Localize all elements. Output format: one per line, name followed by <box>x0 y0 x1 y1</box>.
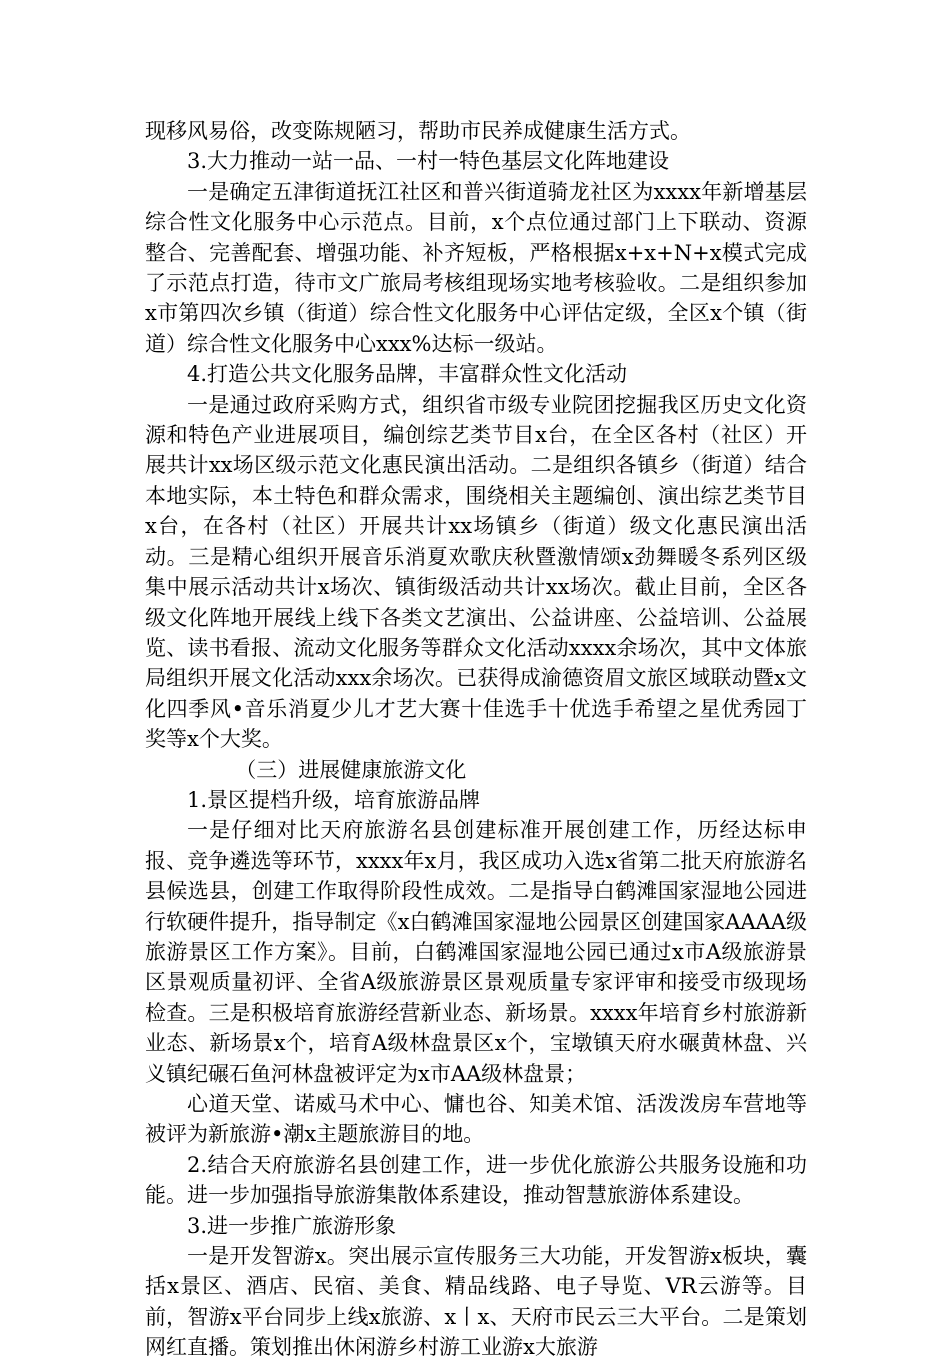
paragraph-continuation: 现移风易俗，改变陈规陋习，帮助市民养成健康生活方式。 <box>145 119 691 143</box>
heading-3-grassroots-culture: 3.大力推动一站一品、一村一特色基层文化阵地建设 <box>187 149 670 174</box>
paragraph-grassroots-culture: 一是确定五津街道抚江社区和普兴街道骑龙社区为xxxx年新增基层综合性文化服务中心示范点。目前，x个点位通过部门上下联动、资源整合、完善配套、增强功能、补齐短板，严格根据x+x+N+x模式完成了示范点打造，待市文广旅局考核组现场实地考核验收。二是组织参加x市第四次乡镇（街道）综合性文化服务中心评估定级，全区x个镇（街道）综合性文化服务中心xxx%达标一级站。 <box>145 179 807 356</box>
paragraph-scenic-upgrade: 一是仔细对比天府旅游名县创建标准开展创建工作，历经达标申报、竞争遴选等环节，xxxx年x月，我区成功入选x省第二批天府旅游名县候选县，创建工作取得阶段性成效。二是指导白鹤滩国家湿地公园进行软硬件提升，指导制定《x白鹤滩国家湿地公园景区创建国家AAAA级旅游景区工作方案》。目前，白鹤滩国家湿地公园已通过x市A级旅游景区景观质量初评、全省A级旅游景区景观质量专家评审和接受市级现场检查。三是积极培育旅游经营新业态、新场景。xxxx年培育乡村旅游新业态、新场景x个，培育A级林盘景区x个，宝墩镇天府水碾黄林盘、兴义镇纪碾石鱼河林盘被评定为x市AA级林盘景； <box>145 818 807 1086</box>
document-body <box>145 116 807 1363</box>
heading-4-public-culture-brand: 4.打造公共文化服务品牌，丰富群众性文化活动 <box>187 362 628 387</box>
paragraph-public-culture-activities: 一是通过政府采购方式，组织省市级专业院团挖掘我区历史文化资源和特色产业进展项目，编创综艺类节目x台，在全区各村（社区）开展共计xx场区级示范文化惠民演出活动。二是组织各镇乡（街道）结合本地实际，本土特色和群众需求，围绕相关主题编创、演出综艺类节目x台，在各村（社区）开展共计xx场镇乡（街道）级文化惠民演出活动。三是精心组织开展音乐消夏欢歌庆秋暨激情颂x劲舞暖冬系列区级集中展示活动共计x场次、镇街级活动共计xx场次。截止目前，全区各级文化阵地开展线上线下各类文艺演出、公益讲座、公益培训、公益展览、读书看报、流动文化服务等群众文化活动xxxx余场次，其中文体旅局组织开展文化活动xxx余场次。已获得成渝德资眉文旅区域联动暨x文化四季风•音乐消夏少儿才艺大赛十佳选手十优选手希望之星优秀园丁奖等x个大奖。 <box>145 392 807 752</box>
paragraph-theme-destinations: 心道天堂、诺威马术中心、慵也谷、知美术馆、活泼泼房车营地等被评为新旅游•潮x主题旅游目的地。 <box>145 1092 807 1147</box>
paragraph-smart-tourism: 一是开发智游x。突出展示宣传服务三大功能，开发智游x板块，囊括x景区、酒店、民宿、美食、精品线路、电子导览、VR云游等。目前，智游x平台同步上线x旅游、x丨x、天府市民云三大平台。二是策划网红直播。策划推出休闲游乡村游工业游x大旅游 <box>145 1244 807 1360</box>
section-heading-tourism-culture: （三）进展健康旅游文化 <box>235 757 467 782</box>
heading-2-tourism-services: 2.结合天府旅游名县创建工作，进一步优化旅游公共服务设施和功能。进一步加强指导旅游集散体系建设，推动智慧旅游体系建设。 <box>145 1152 807 1208</box>
heading-1-scenic-upgrade: 1.景区提档升级，培育旅游品牌 <box>187 787 481 812</box>
heading-3-tourism-promotion: 3.进一步推广旅游形象 <box>187 1213 397 1238</box>
